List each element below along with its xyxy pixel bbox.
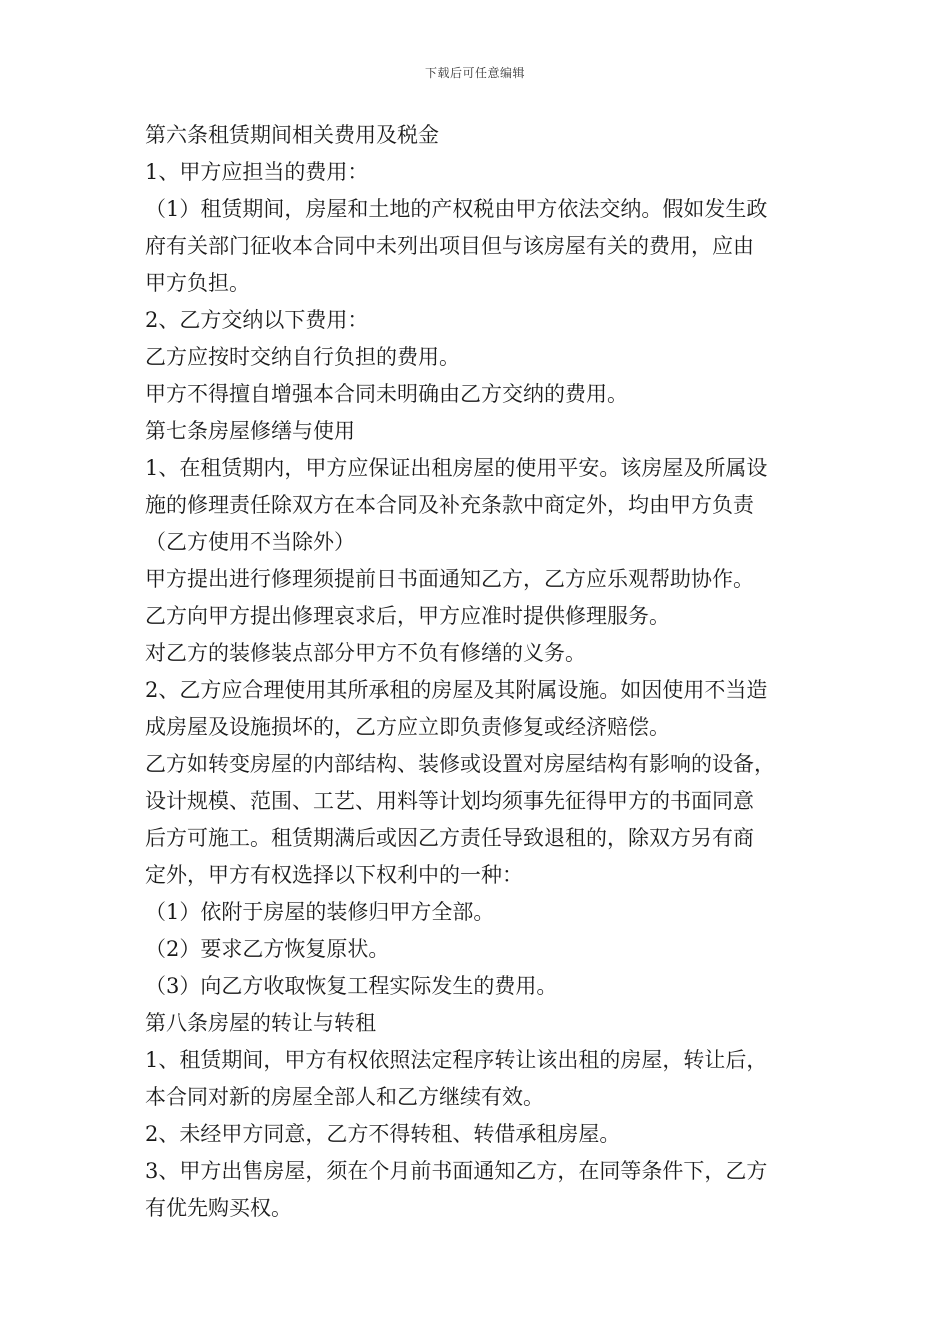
clause-line: 甲方提出进行修理须提前日书面通知乙方，乙方应乐观帮助协作。: [145, 567, 754, 591]
clause-line: 有优先购买权。: [145, 1196, 292, 1220]
clause-line: （1）依附于房屋的装修归甲方全部。: [145, 900, 495, 924]
clause-line: 1、在租赁期内，甲方应保证出租房屋的使用平安。该房屋及所属设: [145, 456, 768, 480]
clause-line: 甲方不得擅自增强本合同未明确由乙方交纳的费用。: [145, 382, 628, 406]
section-heading-8: 第八条房屋的转让与转租: [145, 1011, 376, 1035]
clause-line: （1）租赁期间，房屋和土地的产权税由甲方依法交纳。假如发生政: [145, 197, 768, 221]
clause-line: 1、甲方应担当的费用：: [145, 160, 369, 184]
section-heading-7: 第七条房屋修缮与使用: [145, 419, 355, 443]
clause-line: （2）要求乙方恢复原状。: [145, 937, 390, 961]
clause-line: 成房屋及设施损坏的，乙方应立即负责修复或经济赔偿。: [145, 715, 670, 739]
clause-line: 对乙方的装修装点部分甲方不负有修缮的义务。: [145, 641, 586, 665]
document-body: [145, 117, 835, 1227]
clause-line: 定外，甲方有权选择以下权利中的一种：: [145, 863, 523, 887]
clause-line: （3）向乙方收取恢复工程实际发生的费用。: [145, 974, 558, 998]
clause-line: （乙方使用不当除外）: [145, 530, 355, 554]
page-header-note: 下载后可任意编辑: [424, 66, 525, 80]
clause-line: 乙方向甲方提出修理哀求后，甲方应准时提供修理服务。: [145, 604, 670, 628]
clause-line: 2、未经甲方同意，乙方不得转租、转借承租房屋。: [145, 1122, 621, 1146]
section-heading-6: 第六条租赁期间相关费用及税金: [145, 123, 439, 147]
clause-line: 后方可施工。租赁期满后或因乙方责任导致退租的，除双方另有商: [145, 826, 754, 850]
clause-line: 设计规模、范围、工艺、用料等计划均须事先征得甲方的书面同意: [145, 789, 754, 813]
clause-line: 乙方如转变房屋的内部结构、装修或设置对房屋结构有影响的设备，: [145, 752, 775, 776]
clause-line: 施的修理责任除双方在本合同及补充条款中商定外，均由甲方负责: [145, 493, 754, 517]
clause-line: 乙方应按时交纳自行负担的费用。: [145, 345, 460, 369]
clause-line: 2、乙方交纳以下费用：: [145, 308, 369, 332]
clause-line: 3、甲方出售房屋，须在个月前书面通知乙方，在同等条件下，乙方: [145, 1159, 768, 1183]
clause-line: 本合同对新的房屋全部人和乙方继续有效。: [145, 1085, 544, 1109]
clause-line: 府有关部门征收本合同中未列出项目但与该房屋有关的费用，应由: [145, 234, 754, 258]
clause-line: 2、乙方应合理使用其所承租的房屋及其附属设施。如因使用不当造: [145, 678, 768, 702]
clause-line: 甲方负担。: [145, 271, 250, 295]
clause-line: 1、租赁期间，甲方有权依照法定程序转让该出租的房屋，转让后，: [145, 1048, 768, 1072]
